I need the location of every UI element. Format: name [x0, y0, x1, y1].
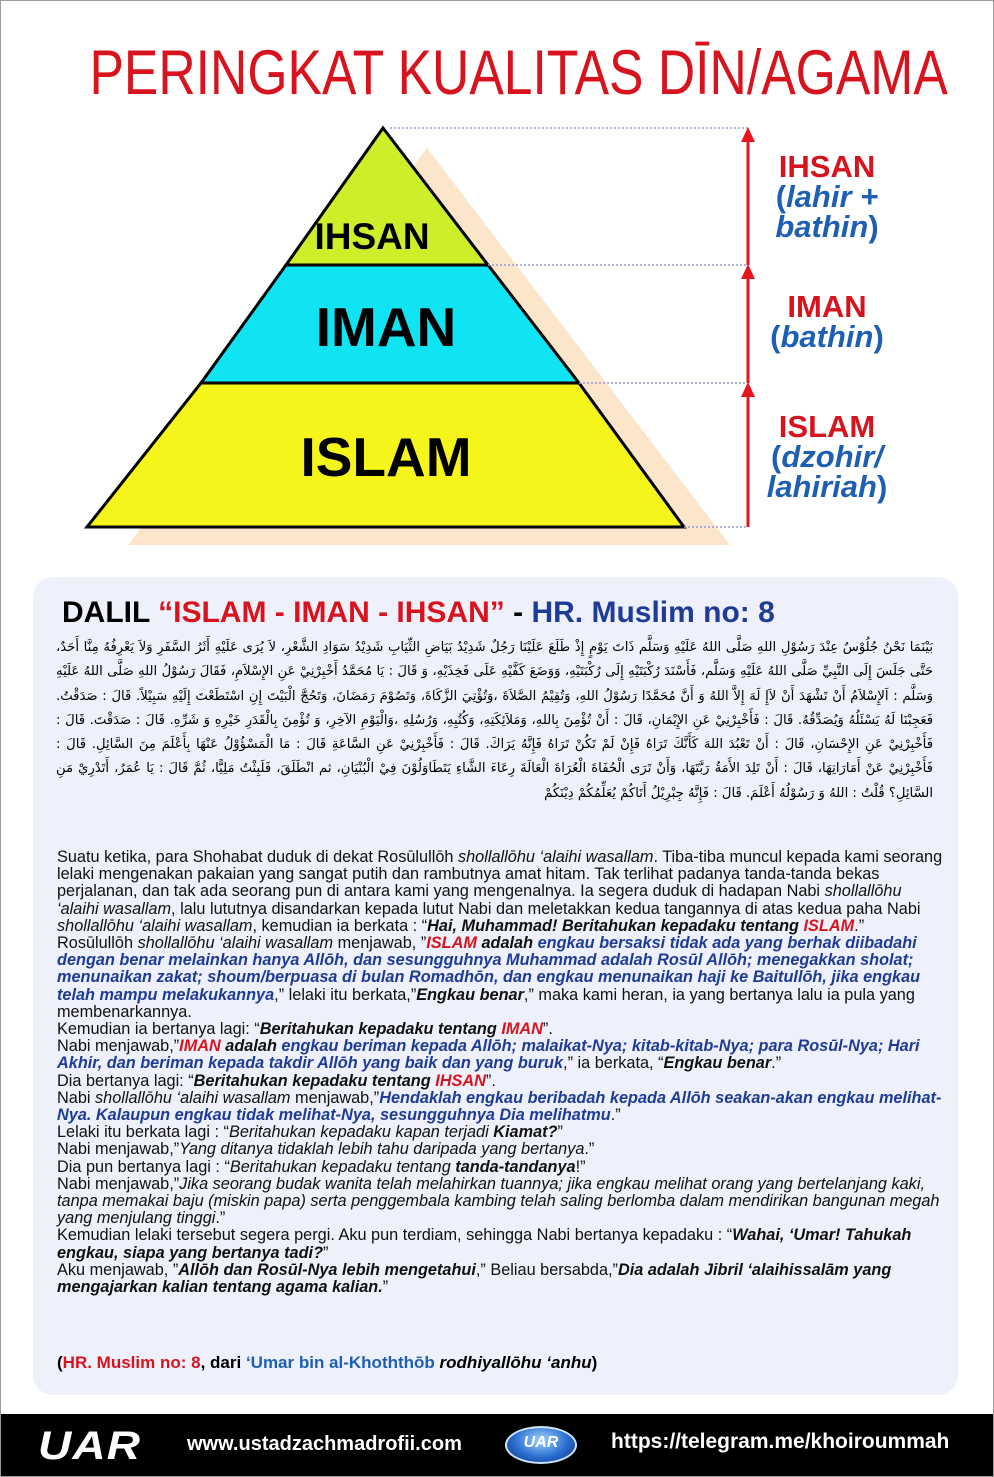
arabic-hadith-text: بَيْنَمَا نَحْنُ جُلُوْسٌ عِنْدَ رَسُوْلِ اللهِ صَلَّى اللهُ عَلَيْهِ وَسَلَّم ذَاتَ يَوْمٍ إِذْ طَلَعَ عَلَيْنَا رَجُلٌ شَدِيْدُ بَيَاضِ الثِّيَابِ شَدِيْدُ سَوَادِ الشَّعْرِ، لاَ يُرَى عَلَيْهِ أَثَرُ السَّفَرِ وَلاَ يَعْرِفُهُ مِنَّا أَحَدٌ، حَتَّى جَلَسَ إِلَى النَّبِيِّ صَلَّى اللهُ عَلَيْهِ وَسَلَّم، فَأَسْنَدَ رُكْبَتَيْهِ إِلَى رُكْبَتَيْهِ، وَوَضَعَ كَفَّيْهِ عَلَى فَخِذَيْهِ، وَ قَالَ : يَا مُحَمَّدُ أَخْبِرْنِيْ عَنِ الإِسْلاَمِ، فَقَالَ رَسُوْلُ اللهِ صَلَّى اللهُ عَلَيْهِ وَسَلَّم : اَلإِسْلاَمُ أَنْ تَشْهَدَ أَنْ لاَإِ لَهَ إِلاَّ اللهُ وَ أَنَّ مُحَمَّدًا رَسُوْلُ اللهِ، وَتُقِيْمُ الصَّلاَةَ ،وَتُؤْتِيَ الزَّكَاةَ، وَتَصُوْمَ رَمَضَانَ، وَتَحُجَّ الْبَيْتَ إِنِ اسْتَطَعْتَ إِلَيْهِ سَبِيْلاً. قَالَ : صَدَقْتُ. فَعَجِبْنَا لَهُ يَسْئَلُهُ وَيُصَدِّقُهُ. قَالَ : فَأَخْبِرْنِيْ عَنِ الإِيْمَانِ، قَالَ : أَنْ تُؤْمِنَ بِاللهِ، وَمَلاَئِكَتِهِ، وَكُتُبِهِ، وَرُسُلِهِ ،وَالْيَوْمِ الآخِرِ، وَ تُؤْمِنَ بِالْقَدَرِ خَيْرِهِ وَ شَرِّهِ. قَالَ : صَدَقْتَ. قَالَ : فَأَخْبِرْنِيْ عَنِ الإِحْسَانِ، قَالَ : أَنْ تَعْبُدَ اللهَ كَأَنَّكَ تَرَاهُ فَإِنْ لَمْ تَكُنْ تَرَاهُ فَإِنَّهُ يَرَاكَ. قَالَ : فَأَخْبِرْنِيْ عَنِ السَّاعَةِ قَالَ : مَا الْمَسْؤُوْلُ عَنْهَا بِأَعْلَمَ مِنَ السَّائِلِ. قَالَ : فَأَخْبِرْنِيْ عَنْ أَمَارَاتِهَا، قَالَ : أَنْ تَلِدَ الأَمَةُ رَبَّتَهَا، وَأَنْ تَرَى الْحُفَاةَ الْعُرَاةَ الْعَالَةَ رِعَاءَ الشَّاءِ يَتَطَاوَلُوْنَ فِيْ الْبُنْيَانِ، ثم انْطَلَقَ، فَلَبِثْتُ مَلِيًّا، ثُمَّ قَالَ : يَا عُمَرُ، أَتَدْرِيْ مَنِ السَّائِلِ؟ قُلْتُ : اللهُ وَ رَسُوْلُهُ أَعْلَمَ. قَالَ : فَإِنَّهُ جِبْرِيْلُ أَتَاكُمْ يُعَلِّمُكُمْ دِيْنَكُمْ [56, 640, 933, 801]
side-ihsan-desc1: (lahir + [775, 179, 879, 214]
translation-paragraph: Dia pun bertanya lagi : “Beritahukan kepadaku tentang tanda-tandanya!” [57, 1157, 586, 1176]
translation-paragraph: Lelaki itu berkata lagi : “Beritahukan kepadaku kapan terjadi Kiamat?” [57, 1123, 563, 1142]
translation-paragraph: Rosūlullōh shollallōhu ‘alaihi wasallam menjawab, ”ISLAM adalah engkau bersaksi tidak ada yang berhak diibadahi dengan benar melainkan hanya Allōh, dan sesungguhnya Muhammad adalah Rosūl Allōh; menegakkan sholat; menunaikan zakat; shoum/berpuasa di bulan Romadhōn, dan engkau menunaikan haji ke Baitullōh, jika engkau telah mampu melakukannya,” lelaki itu berkata,”Engkau benar,” maka kami heran, ia yang bertanya lalu ia pula yang membenarkannya. [57, 934, 921, 1021]
website-link[interactable]: www.ustadzachmadrofii.com [187, 1433, 462, 1455]
side-islam-name: ISLAM [778, 409, 876, 444]
side-islam-desc1: (dzohir/ [771, 439, 883, 474]
translation-paragraph: Suatu ketika, para Shohabat duduk di dekat Rosūlullōh shollallōhu ‘alaihi wasallam. Tiba-tiba muncul kepada kami seorang lelaki mengenakan pakaian yang sangat putih dan rambutnya amat hitam. Tak terlihat padanya tanda-tanda bekas perjalanan, dan tak ada seorang pun di antara kami yang mengenalnya. Ia segera duduk di hadapan Nabi shollallōhu ‘alaihi wasallam, lalu lututnya disandarkan kepada lutut Nabi dan meletakkan kedua tangannya di atas kedua paha Nabi shollallōhu ‘alaihi wasallam, kemudian ia berkata : “Hai, Muhammad! Beritahukan kepadaku tentang ISLAM.” [57, 848, 943, 935]
page-title: PERINGKAT KUALITAS DĪN/AGAMA [89, 38, 948, 108]
translation-text [57, 849, 944, 1296]
translation-paragraph: Kemudian lelaki tersebut segera pergi. Aku pun terdiam, sehingga Nabi bertanya kepadaku : “Wahai, ‘Umar! Tahukah engkau, siapa yang bertanya tadi?” [57, 1226, 912, 1262]
ihsan-label: IHSAN [314, 216, 430, 257]
side-ihsan-desc2: bathin) [775, 209, 879, 244]
hadith-reference: (HR. Muslim no: 8, dari ‘Umar bin al-Khoththōb rodhiyallōhu ‘anhu) [57, 1353, 598, 1372]
dalil-heading: DALIL “ISLAM - IMAN - IHSAN” - HR. Muslim no: 8 [62, 596, 775, 629]
translation-paragraph: Kemudian ia bertanya lagi: “Beritahukan kepadaku tentang IMAN”. [57, 1020, 553, 1039]
side-iman-name: IMAN [787, 289, 867, 324]
translation-paragraph: Nabi menjawab,”IMAN adalah engkau beriman kepada Allōh; malaikat-Nya; kitab-kitab-Nya; para Rosūl-Nya; Hari Akhir, dan beriman kepada takdir Allōh yang baik dan yang buruk,” ia berkata, “Engkau benar.” [57, 1037, 920, 1073]
uar-badge-icon: UAR [505, 1426, 577, 1464]
translation-paragraph: Nabi shollallōhu ‘alaihi wasallam menjawab,”Hendaklah engkau beribadah kepada Allōh seakan-akan engkau melihat-Nya. Kalaupun engkau tidak melihat-Nya, sesungguhnya Dia melihatmu.” [57, 1088, 942, 1125]
side-label-iman [752, 289, 902, 354]
side-label-islam [752, 409, 902, 504]
side-ihsan-name: IHSAN [778, 149, 876, 184]
translation-paragraph: Nabi menjawab,”Jika seorang budak wanita telah melahirkan tuannya; jika engkau melihat orang yang bertelanjang kaki, tanpa memakai baju (miskin papa) serta penggembala kambing telah saling berlomba dalam mendirikan bangunan megah yang menjulang tinggi.” [57, 1174, 940, 1228]
islam-label: ISLAM [300, 426, 472, 488]
side-iman-desc: (bathin) [770, 319, 884, 354]
translation-paragraph: Dia bertanya lagi: “Beritahukan kepadaku tentang IHSAN”. [57, 1071, 496, 1090]
translation-paragraph: Nabi menjawab,”Yang ditanya tidaklah lebih tahu daripada yang bertanya.” [57, 1140, 595, 1159]
translation-paragraph: Aku menjawab, ”Allōh dan Rosūl-Nya lebih mengetahui,” Beliau bersabda,”Dia adalah Jibril ‘alaihissalām yang mengajarkan kalian tentang agama kalian.” [57, 1260, 892, 1297]
side-islam-desc2: lahiriah) [766, 469, 888, 504]
uar-logo: UAR [38, 1424, 142, 1468]
telegram-link[interactable]: https://telegram.me/khoiroummah [611, 1430, 950, 1453]
iman-label: IMAN [315, 296, 457, 358]
side-label-ihsan [752, 149, 902, 244]
